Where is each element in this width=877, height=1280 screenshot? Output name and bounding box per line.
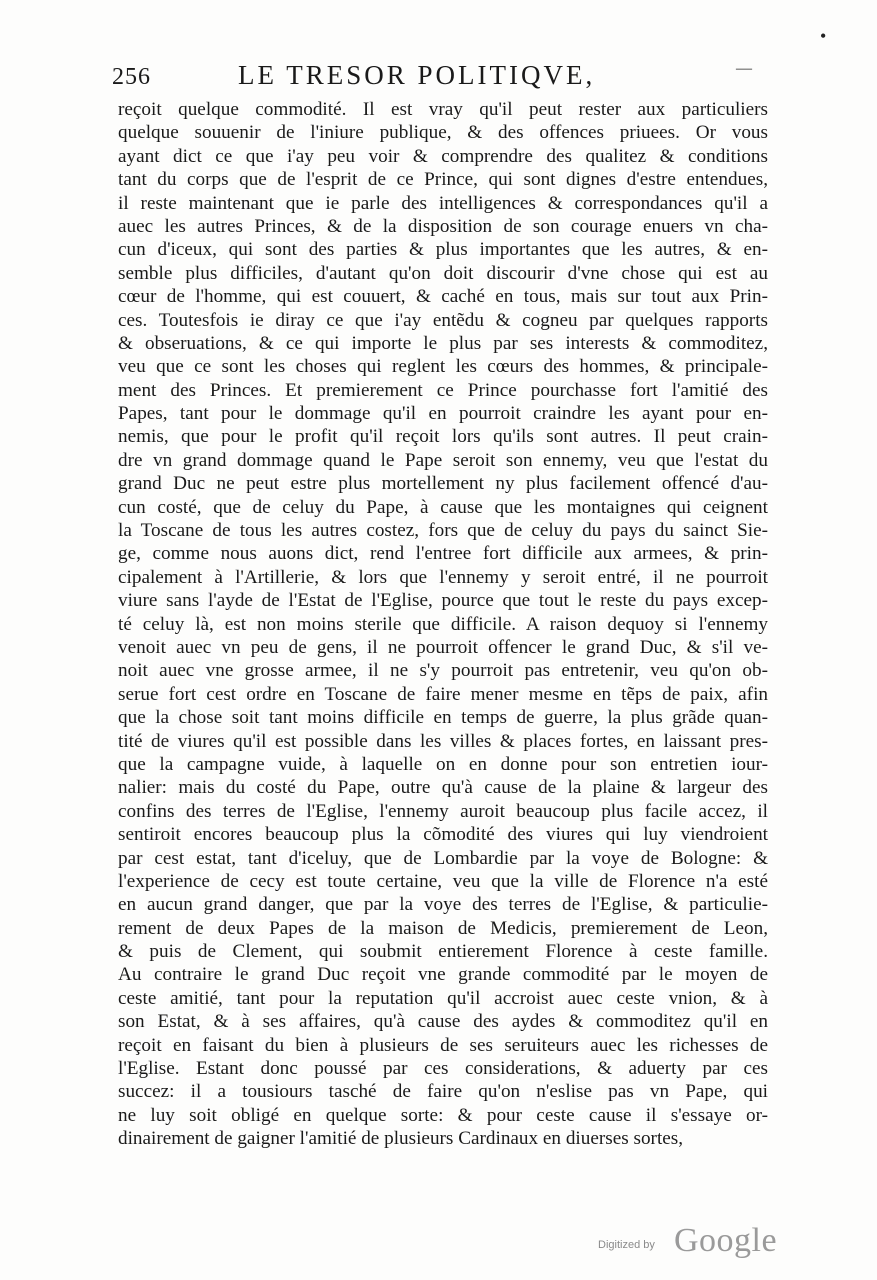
- text-line: que la chose soit tant moins difficile en temps de guerre, la plus grãde quan-: [118, 707, 768, 729]
- text-line: rement de deux Papes de la maison de Medicis, premierement de Leon,: [118, 917, 768, 939]
- text-line: la Toscane de tous les autres costez, fors que de celuy du pays du sainct Sie-: [118, 520, 768, 542]
- text-line: serue fort cest ordre en Toscane de faire mener mesme en tẽps de paix, afin: [118, 683, 768, 705]
- text-line: nalier: mais du costé du Pape, outre qu'à cause de la plaine & largeur des: [118, 777, 768, 799]
- text-line: venoit auec vn peu de gens, il ne pourroit offencer le grand Duc, & s'il ve-: [118, 636, 768, 658]
- text-line: noit auec vne grosse armee, il ne s'y pourroit pas entretenir, veu qu'on ob-: [118, 660, 768, 682]
- text-line: cipalement à l'Artillerie, & lors que l'ennemy y seroit entré, il ne pourroit: [118, 566, 768, 588]
- page-number: 256: [112, 64, 151, 90]
- text-line: reçoit en faisant du bien à plusieurs de ses seruiteurs auec les richesses de: [118, 1034, 768, 1056]
- text-line: viure sans l'ayde de l'Estat de l'Eglise, pource que tout le reste du pays excep-: [118, 590, 768, 612]
- text-line: quelque souuenir de l'iniure publique, & des offences priuees. Or vous: [118, 122, 768, 144]
- text-line: tité de viures qu'il est possible dans les villes & places fortes, en laissant pres-: [118, 730, 768, 752]
- text-line: il reste maintenant que ie parle des intelligences & correspondances qu'il a: [118, 192, 768, 214]
- text-line: & puis de Clement, qui soubmit entierement Florence à ceste famille.: [118, 941, 768, 963]
- text-line: auec les autres Princes, & de la disposition de son courage enuers vn cha-: [118, 215, 768, 237]
- header-speck: —: [736, 60, 752, 77]
- watermark-caption: Digitized by: [598, 1239, 655, 1251]
- text-line: tant du corps que de l'esprit de ce Prince, qui sont dignes d'estre entendues,: [118, 169, 768, 191]
- text-line: cun costé, que de celuy du Pape, à cause que les montaignes qui ceignent: [118, 496, 768, 518]
- text-line: confins des terres de l'Eglise, l'ennemy auroit beaucoup plus facile accez, il: [118, 800, 768, 822]
- text-line: l'experience de cecy est toute certaine, veu que la ville de Florence n'a esté: [118, 870, 768, 892]
- text-line: que la campagne vuide, à laquelle on en donne pour son entretien iour-: [118, 753, 768, 775]
- margin-speck: •: [820, 26, 827, 46]
- text-line: ne luy soit obligé en quelque sorte: & pour ceste cause il s'essaye or-: [118, 1104, 768, 1126]
- text-line: Au contraire le grand Duc reçoit vne grande commodité par le moyen de: [118, 964, 768, 986]
- text-line: reçoit quelque commodité. Il est vray qu'il peut rester aux particuliers: [118, 99, 768, 120]
- text-line: nemis, que pour le profit qu'il reçoit lors qu'ils sont autres. Il peut crain-: [118, 426, 768, 448]
- text-line: Papes, tant pour le dommage qu'il en pourroit craindre les ayant pour en-: [118, 403, 768, 425]
- google-logo: Google: [674, 1222, 778, 1259]
- text-line: l'Eglise. Estant donc poussé par ces considerations, & aduerty par ces: [118, 1058, 768, 1080]
- text-line: succez: il a tousiours tasché de faire qu'on n'eslise pas vn Pape, qui: [118, 1081, 768, 1103]
- text-line: par cest estat, tant d'iceluy, que de Lombardie par la voye de Bologne: &: [118, 847, 768, 869]
- text-line: dinairement de gaigner l'amitié de plusieurs Cardinaux en diuerses sortes,: [118, 1128, 684, 1150]
- page-header: [110, 60, 750, 96]
- body-text: [118, 98, 768, 1151]
- digitized-watermark: [598, 1222, 798, 1262]
- text-line: veu que ce sont les choses qui reglent les cœurs des hommes, & principale-: [118, 356, 768, 378]
- text-line: semble plus difficiles, d'autant qu'on doit discourir d'vne chose qui est au: [118, 262, 768, 284]
- text-line: ceste amitié, tant pour la reputation qu'il accroist auec ceste vnion, & à: [118, 987, 768, 1009]
- text-line: cœur de l'homme, qui est couuert, & caché en tous, mais sur tout aux Prin-: [118, 286, 768, 308]
- text-line: ment des Princes. Et premierement ce Prince pourchasse fort l'amitié des: [118, 379, 768, 401]
- text-line: sentiroit encores beaucoup plus la cõmodité des viures qui luy viendroient: [118, 824, 768, 846]
- text-line: ces. Toutesfois ie diray ce que i'ay entẽdu & cogneu par quelques rapports: [118, 309, 768, 331]
- text-line: son Estat, & à ses affaires, qu'à cause des aydes & commoditez qu'il en: [118, 1011, 768, 1033]
- text-line: ge, comme nous auons dict, rend l'entree fort difficile aux armees, & prin-: [118, 543, 768, 565]
- text-line: grand Duc ne peut estre plus mortellement ny plus facilement offencé d'au-: [118, 473, 768, 495]
- text-line: & obseruations, & ce qui importe le plus par ses interests & commoditez,: [118, 332, 768, 354]
- text-line: ayant dict ce que i'ay peu voir & comprendre des qualitez & conditions: [118, 145, 768, 167]
- text-line: cun d'iceux, qui sont des parties & plus importantes que les autres, & en-: [118, 239, 768, 261]
- running-title: LE TRESOR POLITIQVE,: [238, 60, 596, 90]
- text-line: en aucun grand danger, que par la voye des terres de l'Eglise, & particulie-: [118, 894, 768, 916]
- text-line: té celuy là, est non moins sterile que difficile. A raison dequoy si l'ennemy: [118, 613, 768, 635]
- text-line: dre vn grand dommage quand le Pape seroit son ennemy, veu que l'estat du: [118, 449, 768, 471]
